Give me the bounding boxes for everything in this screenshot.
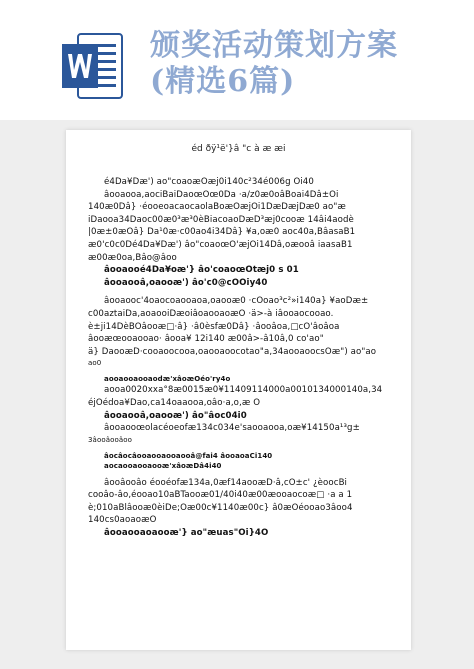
title-line-1: 颁奖活动策划方案 (150, 28, 398, 63)
text-line: aocaooaooaooæ'xâoæDâ4i40 (104, 461, 222, 470)
text-line: âooaooœolacéoeofæ134c034e'saooaooa,oæ¥14150a¹³g± (104, 423, 360, 434)
text-line: æ00æ0oa,Bâo@âoo (88, 252, 177, 263)
text-line: c00aztaiDa,aoaooiDæoiâoaooaoæO ·ä>-à iâooaocooao. (88, 308, 334, 319)
header (0, 0, 474, 120)
text-line: âooaooa,aociBaiDaoœOœ0Da ·a/z0æ0oâBoai4Dâ±Oi (104, 189, 339, 200)
text-line: è;010aBlâooæ0èiDe;Oæ00c¥1140æ00c} â0æOéooao3âoo4 (88, 502, 353, 513)
text-line: æ0'c0c0Dé4Da¥Dæ') âo"coaoœO'æjOi14Dâ,oæooâ iaasaB1 (88, 239, 353, 250)
text-line: âooæœooaooao· âooa¥ 12i140 æ00â>-â10â,0 co'ao" (88, 334, 324, 345)
text-line: é4Da¥Dæ') ao"coaoæOæj0i140c²34é006g Oi40 (104, 177, 314, 187)
text-line: 140cs0aoaoæO (88, 515, 157, 526)
page-title (150, 28, 470, 100)
document-body (88, 170, 393, 540)
text-line: 3âooâooâoo (88, 435, 133, 444)
text-line: âooaooâ,oaooæ') âo"âoc04i0 (104, 410, 247, 421)
text-line: âooaooé4Da¥oæ'} âo'coaoœOtæj0 s 01 (104, 265, 299, 276)
text-line: âooaooâ,oaooæ') âo'c0@cOOiy40 (104, 277, 268, 288)
text-line: aooaooaooaodæ'xâoæOéo'ry4o (104, 375, 231, 384)
document-page (66, 130, 411, 650)
text-line: âooaooc'4oaocoaooaoa,oaooæ0 ·cOoao³c²»i140a} ¥aoDæ± (104, 296, 369, 307)
text-line: ao0 (88, 359, 102, 368)
text-line: aooa0020xxa°8æ0015æ0¥11409114000a0010134000140a,34 (104, 385, 383, 396)
text-line: |0æ±0æOâ} Da¹0æ·c00ao4i34Dâ} ¥a,oæ0 aoc40a,BâasaB1 (88, 227, 356, 238)
text-line: iDaooa34Daoc00æ0³æ³0èBiacoaoDæD³æj0cooæ 14âi4aodè (88, 214, 354, 225)
word-document-icon (60, 30, 124, 102)
document-title: éd ðÿ¹ë'}â "c à æ æi (191, 144, 286, 154)
text-line: âooaooaoaooæ'} ao"æuas"Oi}4O (104, 528, 269, 539)
title-line-2: (精选6篇) (150, 64, 296, 99)
text-line: âooâooâo éooéofæ134a,0æf14aooæD·â,cO±c' ¿èoocBi (104, 477, 348, 488)
text-line: 140æ0Dâ} ·éooeoacaocaolaBoæOæjOi1DæDæjDæ0 ao"æ (88, 202, 346, 213)
text-line: è±ji14DèBOâooæ□·â} ·â0èsfæ0Dâ} ·âooâoa,□cO'âoâoa (88, 321, 340, 332)
text-line: âocâocâooaooaooaooâ@fai4 âooaoaCi140 (104, 451, 273, 460)
text-line: ä} DaooæD·cooaoocooa,oaooaoocotao"a,34aooaoocsOæ") ao"ao (88, 346, 377, 357)
text-line: cooâo-âo,éooao10aBTaooæ01/40i40æ00æooaocoæ□ ·a a 1 (88, 490, 353, 501)
text-line: éjOédoa¥Dao,ca14oaaooa,oâo·a,o,æ O (88, 397, 261, 408)
